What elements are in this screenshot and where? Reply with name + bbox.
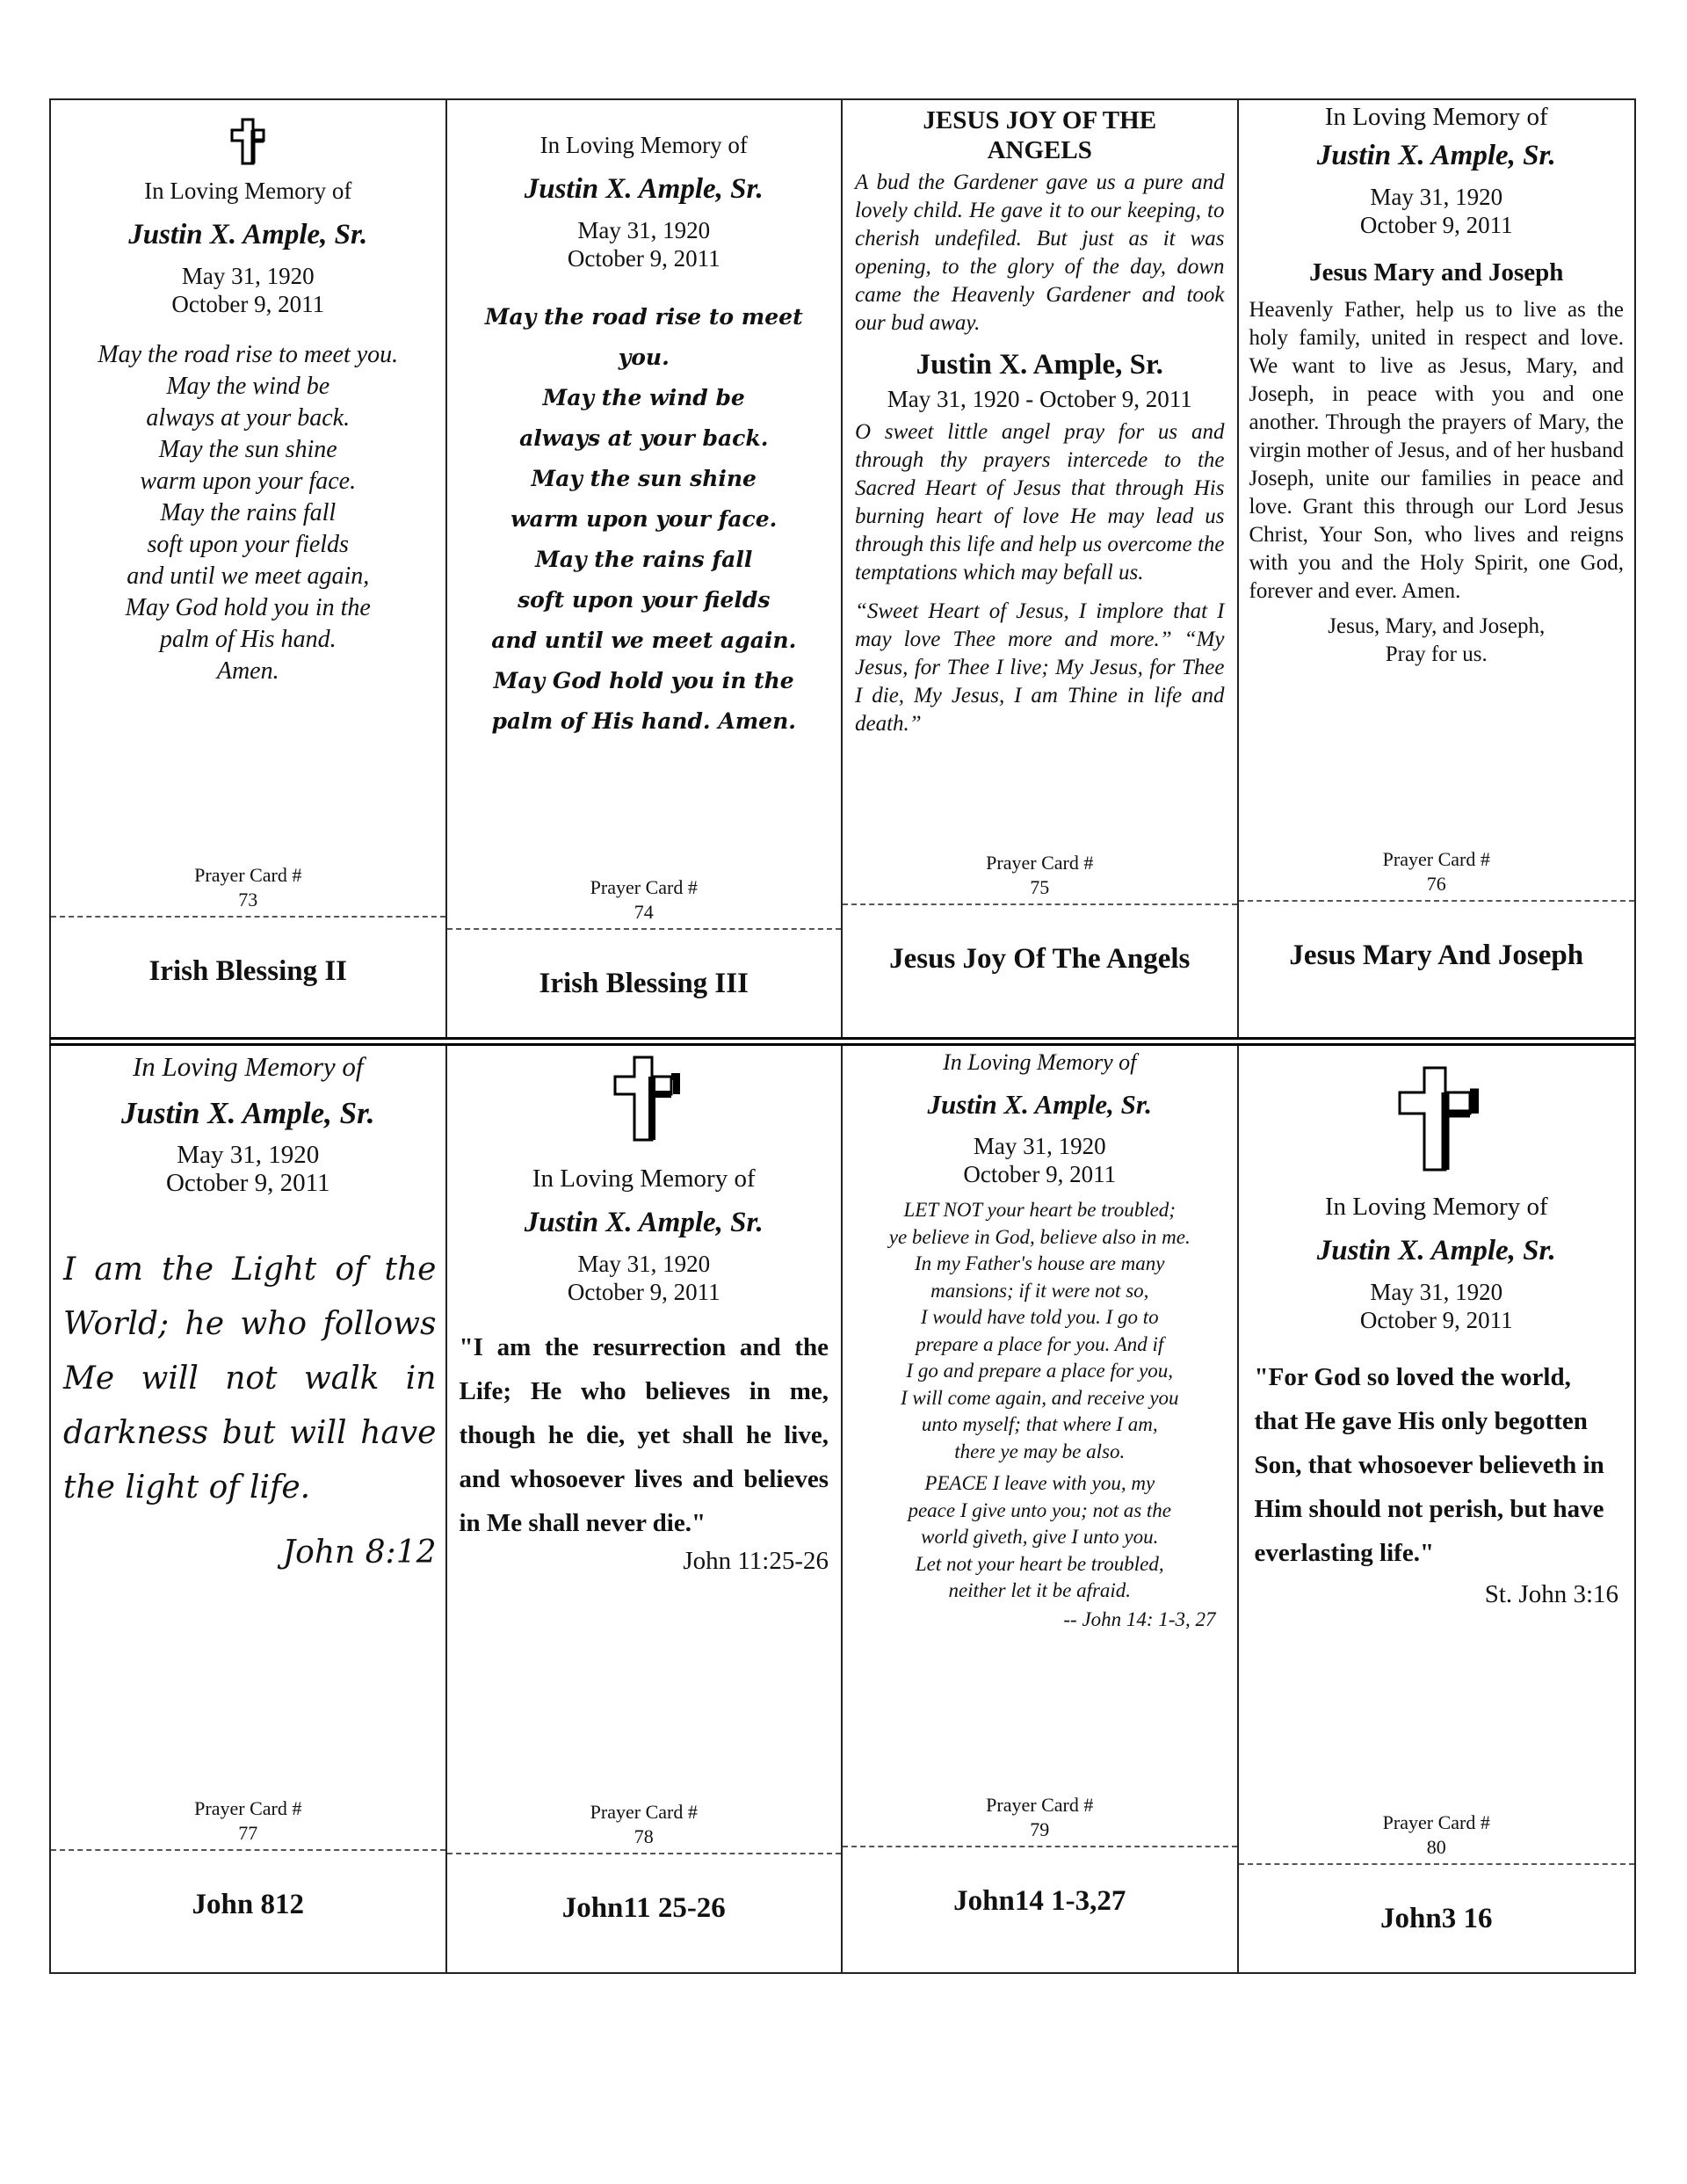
poem-line: May the road rise to meet you. [484, 304, 803, 370]
verse-line: LET NOT your heart be troubled; [903, 1199, 1176, 1221]
death-date: October 9, 2011 [567, 1279, 720, 1305]
memory-line: In Loving Memory of [943, 1049, 1137, 1075]
poem-line: Amen. [216, 657, 279, 685]
prayer-card-label: Prayer Card # [986, 1794, 1094, 1816]
deceased-name: Justin X. Ample, Sr. [916, 349, 1163, 381]
card-body [51, 1051, 445, 1851]
irish-blessing-poem [463, 297, 826, 742]
memory-line: In Loving Memory of [132, 1051, 364, 1082]
card-75 [843, 100, 1239, 1037]
prayer-card-number [1239, 847, 1635, 896]
memory-line: In Loving Memory of [539, 132, 748, 158]
verse-line: In my Father's house are many [915, 1252, 1165, 1274]
death-date: October 9, 2011 [963, 1161, 1117, 1187]
prayer-card-num: 76 [1426, 873, 1446, 895]
deceased-name: Justin X. Ample, Sr. [524, 1207, 764, 1238]
memory-line: In Loving Memory of [1324, 103, 1548, 131]
card-heading: JESUS JOY OF THE ANGELS [923, 106, 1157, 164]
birth-date: May 31, 1920 [1370, 1279, 1503, 1305]
verse-line: PEACE I leave with you, my [924, 1472, 1155, 1494]
prayer-card-num: 78 [634, 1825, 654, 1847]
card-body [447, 1055, 842, 1854]
poem-line: May the wind be [542, 385, 745, 410]
scripture-verse: I am the Light of the World; he who follows Me will not walk in darkness but will have the light of life. [63, 1252, 437, 1506]
prayer-card-label: Prayer Card # [194, 1797, 302, 1819]
prayer-card-number [843, 851, 1237, 900]
prayer-card-label: Prayer Card # [590, 876, 698, 898]
card-title: John3 16 [1380, 1902, 1493, 1934]
prayer-card-number [447, 875, 842, 925]
card-title: Irish Blessing II [148, 954, 348, 987]
card-row-2 [49, 1046, 1636, 1974]
card-title: John11 25-26 [561, 1891, 726, 1924]
deceased-name: Justin X. Ample, Sr. [1316, 1235, 1556, 1266]
poem-line: May God hold you in the [493, 668, 794, 693]
card-77 [51, 1046, 447, 1972]
poem-line: May the wind be [166, 373, 330, 400]
memory-line: In Loving Memory of [1324, 1193, 1548, 1221]
card-row-1 [49, 98, 1636, 1037]
card-title: Irish Blessing III [539, 967, 749, 999]
card-title: Jesus Mary And Joseph [1289, 939, 1584, 971]
prayer-paragraph: Heavenly Father, help us to live as the holy family, united in respect and love. We want to live as Jesus, Mary, and Joseph, in peace with you and one another. Through the prayers of Mary, the virgin mother of Jesus, and of her husband Joseph, unite our families in peace and love. Grant this through our Lord Jesus Christ, Your Son, who lives and reigns with you and the Holy Spirit, one God, forever and ever. Amen. [1249, 298, 1624, 603]
poem-line: palm of His hand. [159, 626, 337, 653]
poem-paragraph: A bud the Gardener gave us a pure and lovely child. He gave it to our keeping, to cherish undefiled. But just as it was opening, to the glory of the day, down came the Heavenly Gardener and took our bud away. [855, 171, 1225, 335]
card-title: John 812 [192, 1888, 304, 1920]
irish-blessing-poem [67, 339, 430, 687]
birth-date: May 31, 1920 [1370, 184, 1503, 210]
prayer-card-label: Prayer Card # [590, 1801, 698, 1823]
cross-icon [228, 118, 267, 165]
deceased-name: Justin X. Ample, Sr. [524, 173, 764, 205]
prayer-card-label: Prayer Card # [1382, 848, 1490, 870]
death-date: October 9, 2011 [1359, 1307, 1513, 1333]
card-body [1239, 102, 1635, 902]
memory-line: In Loving Memory of [144, 178, 352, 204]
prayer-paragraph: “Sweet Heart of Jesus, I implore that I may love Thee more and more.” “My Jesus, for Thee I live; My Jesus, for Thee I die, My Jesus, I am Thine in life and death.” [855, 599, 1225, 736]
scripture-verse [853, 1470, 1227, 1605]
death-date: October 9, 2011 [171, 291, 325, 317]
scripture-verse: "For God so loved the world, that He gave His only begotten Son, that whosoever believeth in Him should not perish, but have everlasting life." [1254, 1363, 1604, 1567]
poem-line: warm upon your face. [140, 468, 357, 495]
birth-date: May 31, 1920 [181, 263, 315, 289]
death-date: October 9, 2011 [165, 1169, 330, 1197]
scripture-reference: -- John 14: 1-3, 27 [1063, 1607, 1216, 1630]
prayer-card-number [51, 1796, 445, 1846]
scripture-verse [853, 1197, 1227, 1465]
verse-line: ye believe in God, believe also in me. [888, 1225, 1191, 1248]
verse-line: world giveth, give I unto you. [921, 1526, 1159, 1548]
scripture-reference: St. John 3:16 [1484, 1580, 1618, 1608]
poem-line: always at your back. [519, 425, 769, 451]
row-divider [49, 1037, 1636, 1046]
prayer-card-num: 75 [1030, 876, 1050, 898]
card-body [1239, 1065, 1635, 1865]
card-body [51, 118, 445, 918]
closing-line: Jesus, Mary, and Joseph, [1328, 614, 1546, 638]
poem-line: May the road rise to meet you. [98, 341, 399, 368]
deceased-name: Justin X. Ample, Sr. [1316, 140, 1556, 171]
prayer-card-num: 74 [634, 901, 654, 923]
verse-line: I would have told you. I go to [920, 1306, 1159, 1328]
card-80 [1239, 1046, 1635, 1972]
prayer-card-label: Prayer Card # [1382, 1811, 1490, 1833]
verse-line: prepare a place for you. And if [916, 1332, 1164, 1355]
deceased-name: Justin X. Ample, Sr. [128, 219, 368, 250]
verse-line: neither let it be afraid. [948, 1579, 1132, 1601]
verse-line: I go and prepare a place for you, [906, 1360, 1174, 1382]
verse-line: peace I give unto you; not as the [908, 1498, 1172, 1521]
verse-line: Let not your heart be troubled, [915, 1552, 1164, 1575]
poem-line: May God hold you in the [125, 594, 371, 621]
scripture-verse: "I am the resurrection and the Life; He who believes in me, though he die, yet shall he live, and whosoever lives and believes in Me shall never die." [459, 1333, 829, 1537]
poem-line: and until we meet again, [127, 562, 370, 590]
card-76 [1239, 100, 1635, 1037]
prayer-card-label: Prayer Card # [194, 864, 302, 886]
life-dates: May 31, 1920 - October 9, 2011 [887, 386, 1192, 412]
prayer-card-sheet [49, 98, 1636, 1974]
birth-date: May 31, 1920 [177, 1141, 320, 1169]
card-body [447, 130, 842, 930]
cross-icon [1394, 1065, 1479, 1174]
poem-line: warm upon your face. [510, 506, 778, 532]
poem-line: always at your back. [146, 404, 351, 432]
card-79 [843, 1046, 1239, 1972]
card-body [843, 1048, 1237, 1847]
prayer-card-number [1239, 1810, 1635, 1860]
death-date: October 9, 2011 [567, 245, 720, 272]
prayer-card-number [51, 863, 445, 912]
birth-date: May 31, 1920 [973, 1133, 1106, 1159]
poem-line: May the sun shine [531, 466, 757, 491]
prayer-card-num: 80 [1426, 1836, 1446, 1858]
card-title: John14 1-3,27 [953, 1884, 1126, 1917]
prayer-card-label: Prayer Card # [986, 852, 1094, 874]
poem-line: May the rains fall [160, 499, 337, 526]
cross-icon [608, 1055, 680, 1143]
prayer-card-num: 77 [238, 1822, 258, 1844]
memory-line: In Loving Memory of [532, 1165, 756, 1193]
closing-line: Pray for us. [1385, 642, 1488, 666]
deceased-name: Justin X. Ample, Sr. [120, 1096, 375, 1130]
poem-line: May the rains fall [535, 547, 753, 572]
verse-line: there ye may be also. [954, 1440, 1126, 1462]
prayer-card-number [843, 1793, 1237, 1842]
poem-line: soft upon your fields [518, 587, 771, 613]
poem-line: and until we meet again. [491, 628, 797, 653]
prayer-card-num: 73 [238, 889, 258, 911]
card-74 [447, 100, 844, 1037]
death-date: October 9, 2011 [1359, 212, 1513, 238]
verse-line: mansions; if it were not so, [930, 1279, 1149, 1302]
prayer-card-num: 79 [1030, 1818, 1050, 1840]
verse-line: I will come again, and receive you [900, 1386, 1179, 1409]
deceased-name: Justin X. Ample, Sr. [927, 1089, 1153, 1120]
card-heading: Jesus Mary and Joseph [1309, 258, 1564, 287]
scripture-reference: John 11:25-26 [683, 1547, 829, 1575]
verse-line: unto myself; that where I am, [921, 1413, 1158, 1435]
card-73 [51, 100, 447, 1037]
poem-line: palm of His hand. Amen. [491, 708, 796, 734]
birth-date: May 31, 1920 [577, 1251, 711, 1277]
prayer-paragraph: O sweet little angel pray for us and through thy prayers intercede to the Sacred Heart of Jesus that through His burning heart of love He may lead us through this life and help us overcome the temptations which may befall us. [855, 420, 1225, 584]
poem-line: May the sun shine [158, 436, 337, 463]
scripture-reference: John 8:12 [282, 1535, 437, 1571]
poem-line: soft upon your fields [147, 531, 349, 558]
card-title: Jesus Joy Of The Angels [889, 942, 1191, 975]
birth-date: May 31, 1920 [577, 217, 711, 243]
card-body [843, 105, 1237, 905]
prayer-card-number [447, 1800, 842, 1849]
card-78 [447, 1046, 844, 1972]
